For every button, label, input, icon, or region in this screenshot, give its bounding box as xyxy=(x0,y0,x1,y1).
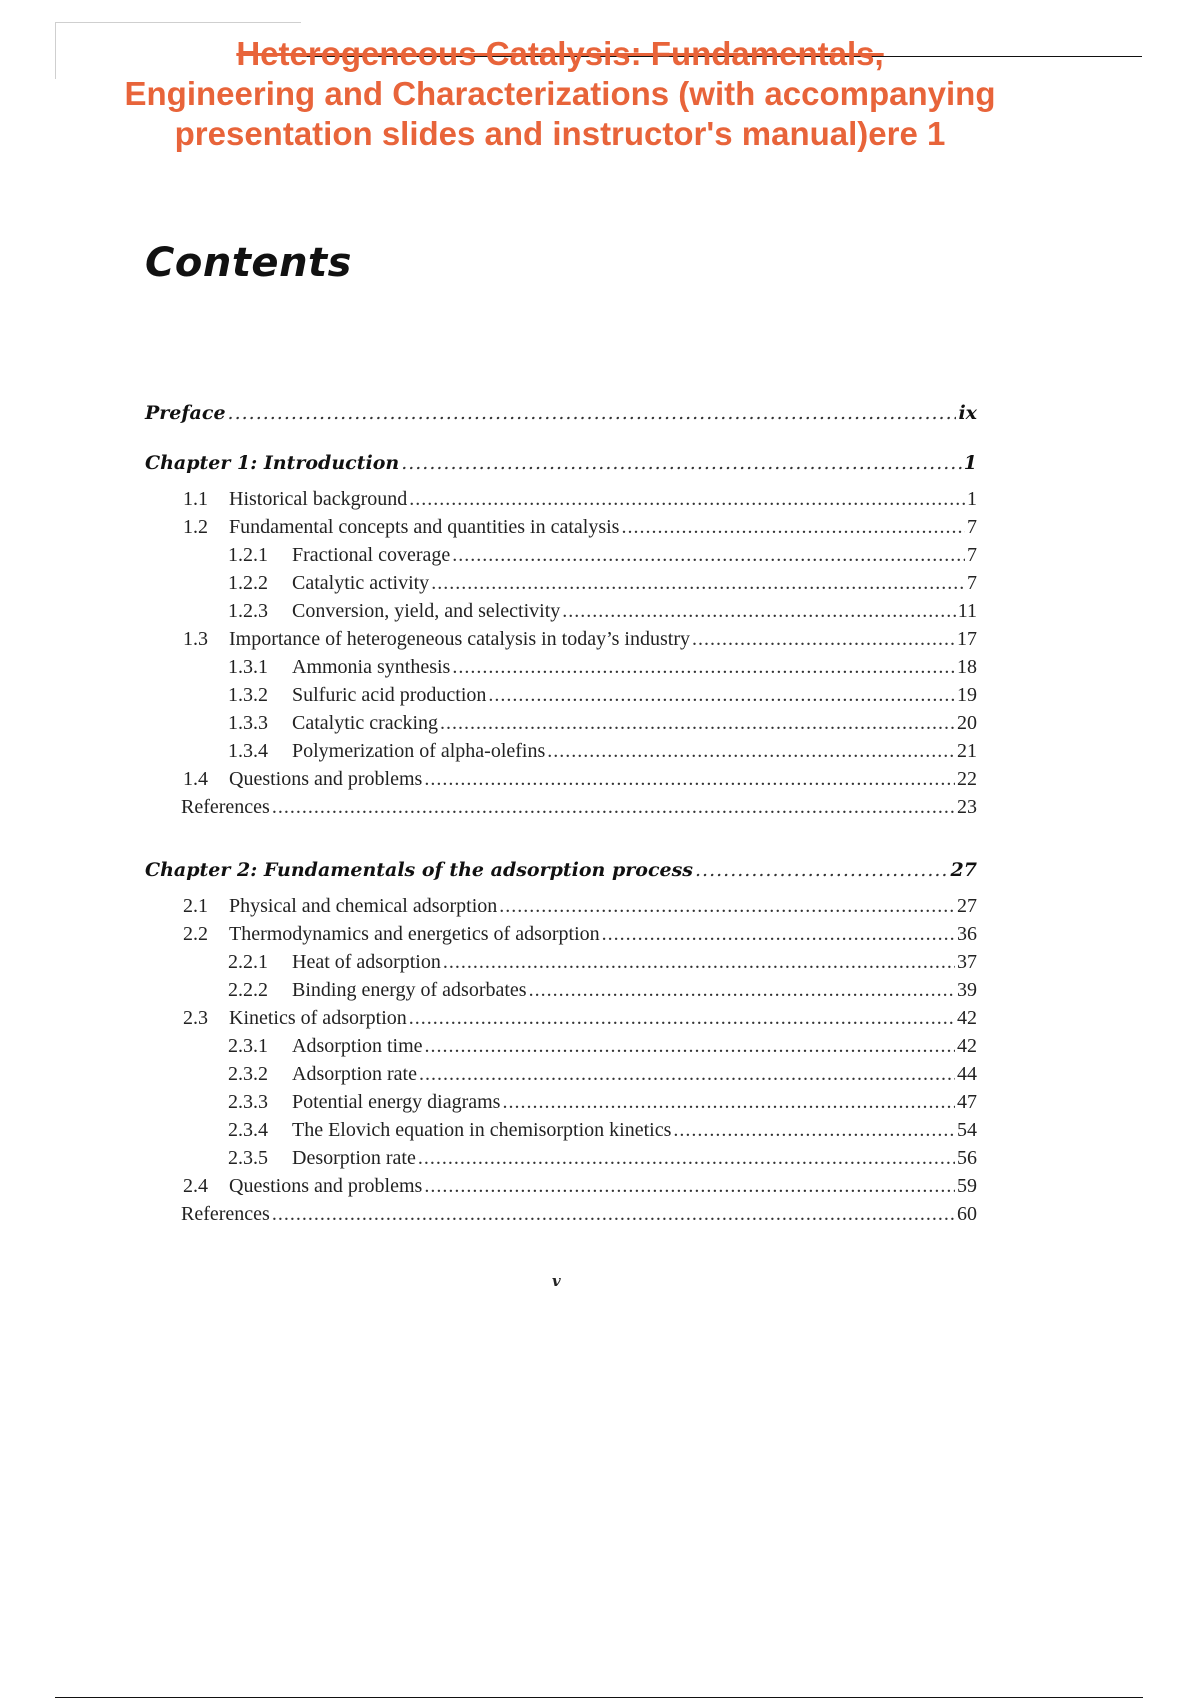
toc-page-number: 47 xyxy=(957,1091,977,1113)
toc-page-number: 36 xyxy=(957,923,977,945)
toc-page-number: 7 xyxy=(967,544,977,566)
toc-entry-title: Conversion, yield, and selectivity xyxy=(292,600,561,622)
dot-leader xyxy=(431,569,965,597)
toc-entry[interactable] xyxy=(145,1004,977,1032)
toc-entry-title: Sulfuric acid production xyxy=(292,684,487,706)
toc-page-number: 60 xyxy=(957,1203,977,1225)
toc-entry-number: 2.3 xyxy=(183,1007,208,1029)
banner-line-2: Engineering and Characterizations (with accompanying xyxy=(124,75,996,112)
toc-entry-number: 1.1 xyxy=(183,488,208,510)
toc-page-number: 21 xyxy=(957,740,977,762)
dot-leader xyxy=(673,1116,955,1144)
toc-entry-title: Preface xyxy=(145,402,226,424)
toc-page-number: 37 xyxy=(957,951,977,973)
dot-leader xyxy=(443,948,955,976)
toc-entry[interactable] xyxy=(145,1116,977,1144)
toc-page-number: 20 xyxy=(957,712,977,734)
toc-entry-title: Heat of adsorption xyxy=(292,951,441,973)
toc-entry-title: References xyxy=(181,796,270,818)
toc-entry-number: 1.3.2 xyxy=(228,684,268,706)
toc-page-number: 42 xyxy=(957,1007,977,1029)
toc-entry[interactable] xyxy=(145,653,977,681)
dot-leader xyxy=(452,653,955,681)
toc-entry-number: 1.3.3 xyxy=(228,712,268,734)
dot-leader xyxy=(425,1032,955,1060)
toc-entry-title: Thermodynamics and energetics of adsorption xyxy=(229,923,600,945)
dot-leader xyxy=(418,1144,955,1172)
dot-leader xyxy=(529,976,955,1004)
toc-chapter-title: Chapter 1: Introduction xyxy=(145,452,400,474)
toc-entry-number: 1.3 xyxy=(183,628,208,650)
dot-leader xyxy=(602,920,955,948)
toc-entry-title: Physical and chemical adsorption xyxy=(229,895,498,917)
dot-leader xyxy=(409,485,965,513)
dot-leader xyxy=(228,398,957,428)
bottom-rule xyxy=(55,1697,1143,1698)
dot-leader xyxy=(502,1088,955,1116)
toc-page-number: 7 xyxy=(967,516,977,538)
toc-entry-number: 1.3.1 xyxy=(228,656,268,678)
toc-entry-title: Ammonia synthesis xyxy=(292,656,451,678)
toc-entry-title: Desorption rate xyxy=(292,1147,416,1169)
toc-entry[interactable] xyxy=(145,1088,977,1116)
toc-page-number: 59 xyxy=(957,1175,977,1197)
toc-entry[interactable] xyxy=(145,625,977,653)
toc-entry[interactable] xyxy=(145,1144,977,1172)
toc-entry-number: 2.3.2 xyxy=(228,1063,268,1085)
toc-entry-references[interactable] xyxy=(145,1200,977,1228)
toc-entry-title: Fundamental concepts and quantities in catalysis xyxy=(229,516,620,538)
toc-entry-title: Catalytic cracking xyxy=(292,712,439,734)
toc-page-number: 27 xyxy=(950,859,977,881)
banner-line-3: presentation slides and instructor's manual)ere 1 xyxy=(174,115,946,152)
dot-leader xyxy=(692,625,955,653)
toc-entry-number: 2.3.5 xyxy=(228,1147,268,1169)
toc-entry-title: Fractional coverage xyxy=(292,544,451,566)
toc-entry-number: 1.2.2 xyxy=(228,572,268,594)
toc-entry-number: 1.2 xyxy=(183,516,208,538)
toc-page-number: 19 xyxy=(957,684,977,706)
toc-entry-number: 2.1 xyxy=(183,895,208,917)
toc-page-number: 22 xyxy=(957,768,977,790)
toc-entry-title: Kinetics of adsorption xyxy=(229,1007,407,1029)
toc-entry-number: 1.4 xyxy=(183,768,208,790)
toc-entry[interactable] xyxy=(145,569,977,597)
toc-entry-title: Questions and problems xyxy=(229,768,423,790)
toc-entry[interactable] xyxy=(145,765,977,793)
page-folio: v xyxy=(552,1272,561,1290)
toc-entry[interactable] xyxy=(145,513,977,541)
toc-entry-title: Importance of heterogeneous catalysis in today’s industry xyxy=(229,628,690,650)
dot-leader xyxy=(272,793,955,821)
dot-leader xyxy=(409,1004,955,1032)
toc-entry-number: 2.2.2 xyxy=(228,979,268,1001)
toc-entry-number: 2.2.1 xyxy=(228,951,268,973)
banner-line-1: Heterogeneous Catalysis: Fundamentals, xyxy=(236,35,884,72)
dot-leader xyxy=(488,681,955,709)
toc-entry-title: Catalytic activity xyxy=(292,572,430,594)
toc-entry[interactable] xyxy=(145,485,977,513)
toc-page-number: 42 xyxy=(957,1035,977,1057)
dot-leader xyxy=(621,513,965,541)
toc-entry-title: Questions and problems xyxy=(229,1175,423,1197)
toc-entry[interactable] xyxy=(145,597,977,625)
toc-entry[interactable] xyxy=(145,737,977,765)
toc-page-number: 44 xyxy=(957,1063,977,1085)
dot-leader xyxy=(499,892,955,920)
toc-entry-title: References xyxy=(181,1203,270,1225)
toc-entry-number: 2.3.4 xyxy=(228,1119,268,1141)
toc-page-number: 11 xyxy=(957,600,977,622)
toc-entry-number: 2.2 xyxy=(183,923,208,945)
toc-page-number: 56 xyxy=(957,1147,977,1169)
toc-entry-title: Adsorption time xyxy=(292,1035,423,1057)
toc-entry-title: Historical background xyxy=(229,488,408,510)
toc-page-number: 1 xyxy=(967,488,977,510)
document-title-banner xyxy=(60,34,1060,154)
toc-page-number: 39 xyxy=(957,979,977,1001)
toc-entry[interactable] xyxy=(145,1060,977,1088)
dot-leader xyxy=(562,597,955,625)
toc-entry-title: Potential energy diagrams xyxy=(292,1091,501,1113)
toc-entry[interactable] xyxy=(145,1172,977,1200)
toc-entry-title: Binding energy of adsorbates xyxy=(292,979,527,1001)
toc-entry-number: 2.3.1 xyxy=(228,1035,268,1057)
contents-heading: Contents xyxy=(145,240,352,286)
dot-leader xyxy=(452,541,965,569)
toc-entry[interactable] xyxy=(145,1032,977,1060)
toc-entry-preface[interactable] xyxy=(145,398,977,428)
toc-page-number: 1 xyxy=(963,452,977,474)
toc-entry[interactable] xyxy=(145,920,977,948)
toc-page-number: 23 xyxy=(957,796,977,818)
toc-entry[interactable] xyxy=(145,541,977,569)
dot-leader xyxy=(424,1172,955,1200)
toc-entry-number: 2.4 xyxy=(183,1175,208,1197)
dot-leader xyxy=(547,737,955,765)
toc-chapter-1[interactable] xyxy=(145,448,977,478)
dot-leader xyxy=(272,1200,955,1228)
toc-entry-number: 2.3.3 xyxy=(228,1091,268,1113)
toc-page-number: 17 xyxy=(957,628,977,650)
toc-entry[interactable] xyxy=(145,948,977,976)
toc-entry-number: 1.3.4 xyxy=(228,740,268,762)
toc-entry-number: 1.2.3 xyxy=(228,600,268,622)
toc-entry[interactable] xyxy=(145,681,977,709)
toc-page-number: 7 xyxy=(967,572,977,594)
dot-leader xyxy=(695,855,949,885)
toc-page-number: 18 xyxy=(957,656,977,678)
dot-leader xyxy=(440,709,955,737)
toc-page-number: ix xyxy=(958,402,977,424)
dot-leader xyxy=(419,1060,955,1088)
toc-entry-number: 1.2.1 xyxy=(228,544,268,566)
dot-leader xyxy=(401,448,962,478)
toc-entry-title: The Elovich equation in chemisorption kinetics xyxy=(292,1119,672,1141)
toc-entry-references[interactable] xyxy=(145,793,977,821)
toc-entry-title: Adsorption rate xyxy=(292,1063,417,1085)
toc-chapter-title: Chapter 2: Fundamentals of the adsorption process xyxy=(145,859,694,881)
toc-entry-title: Polymerization of alpha-olefins xyxy=(292,740,546,762)
toc-entry[interactable] xyxy=(145,892,977,920)
toc-page-number: 54 xyxy=(957,1119,977,1141)
table-of-contents xyxy=(145,398,977,1228)
toc-entry[interactable] xyxy=(145,976,977,1004)
toc-chapter-2[interactable] xyxy=(145,855,977,885)
toc-entry[interactable] xyxy=(145,709,977,737)
toc-page-number: 27 xyxy=(957,895,977,917)
dot-leader xyxy=(424,765,955,793)
